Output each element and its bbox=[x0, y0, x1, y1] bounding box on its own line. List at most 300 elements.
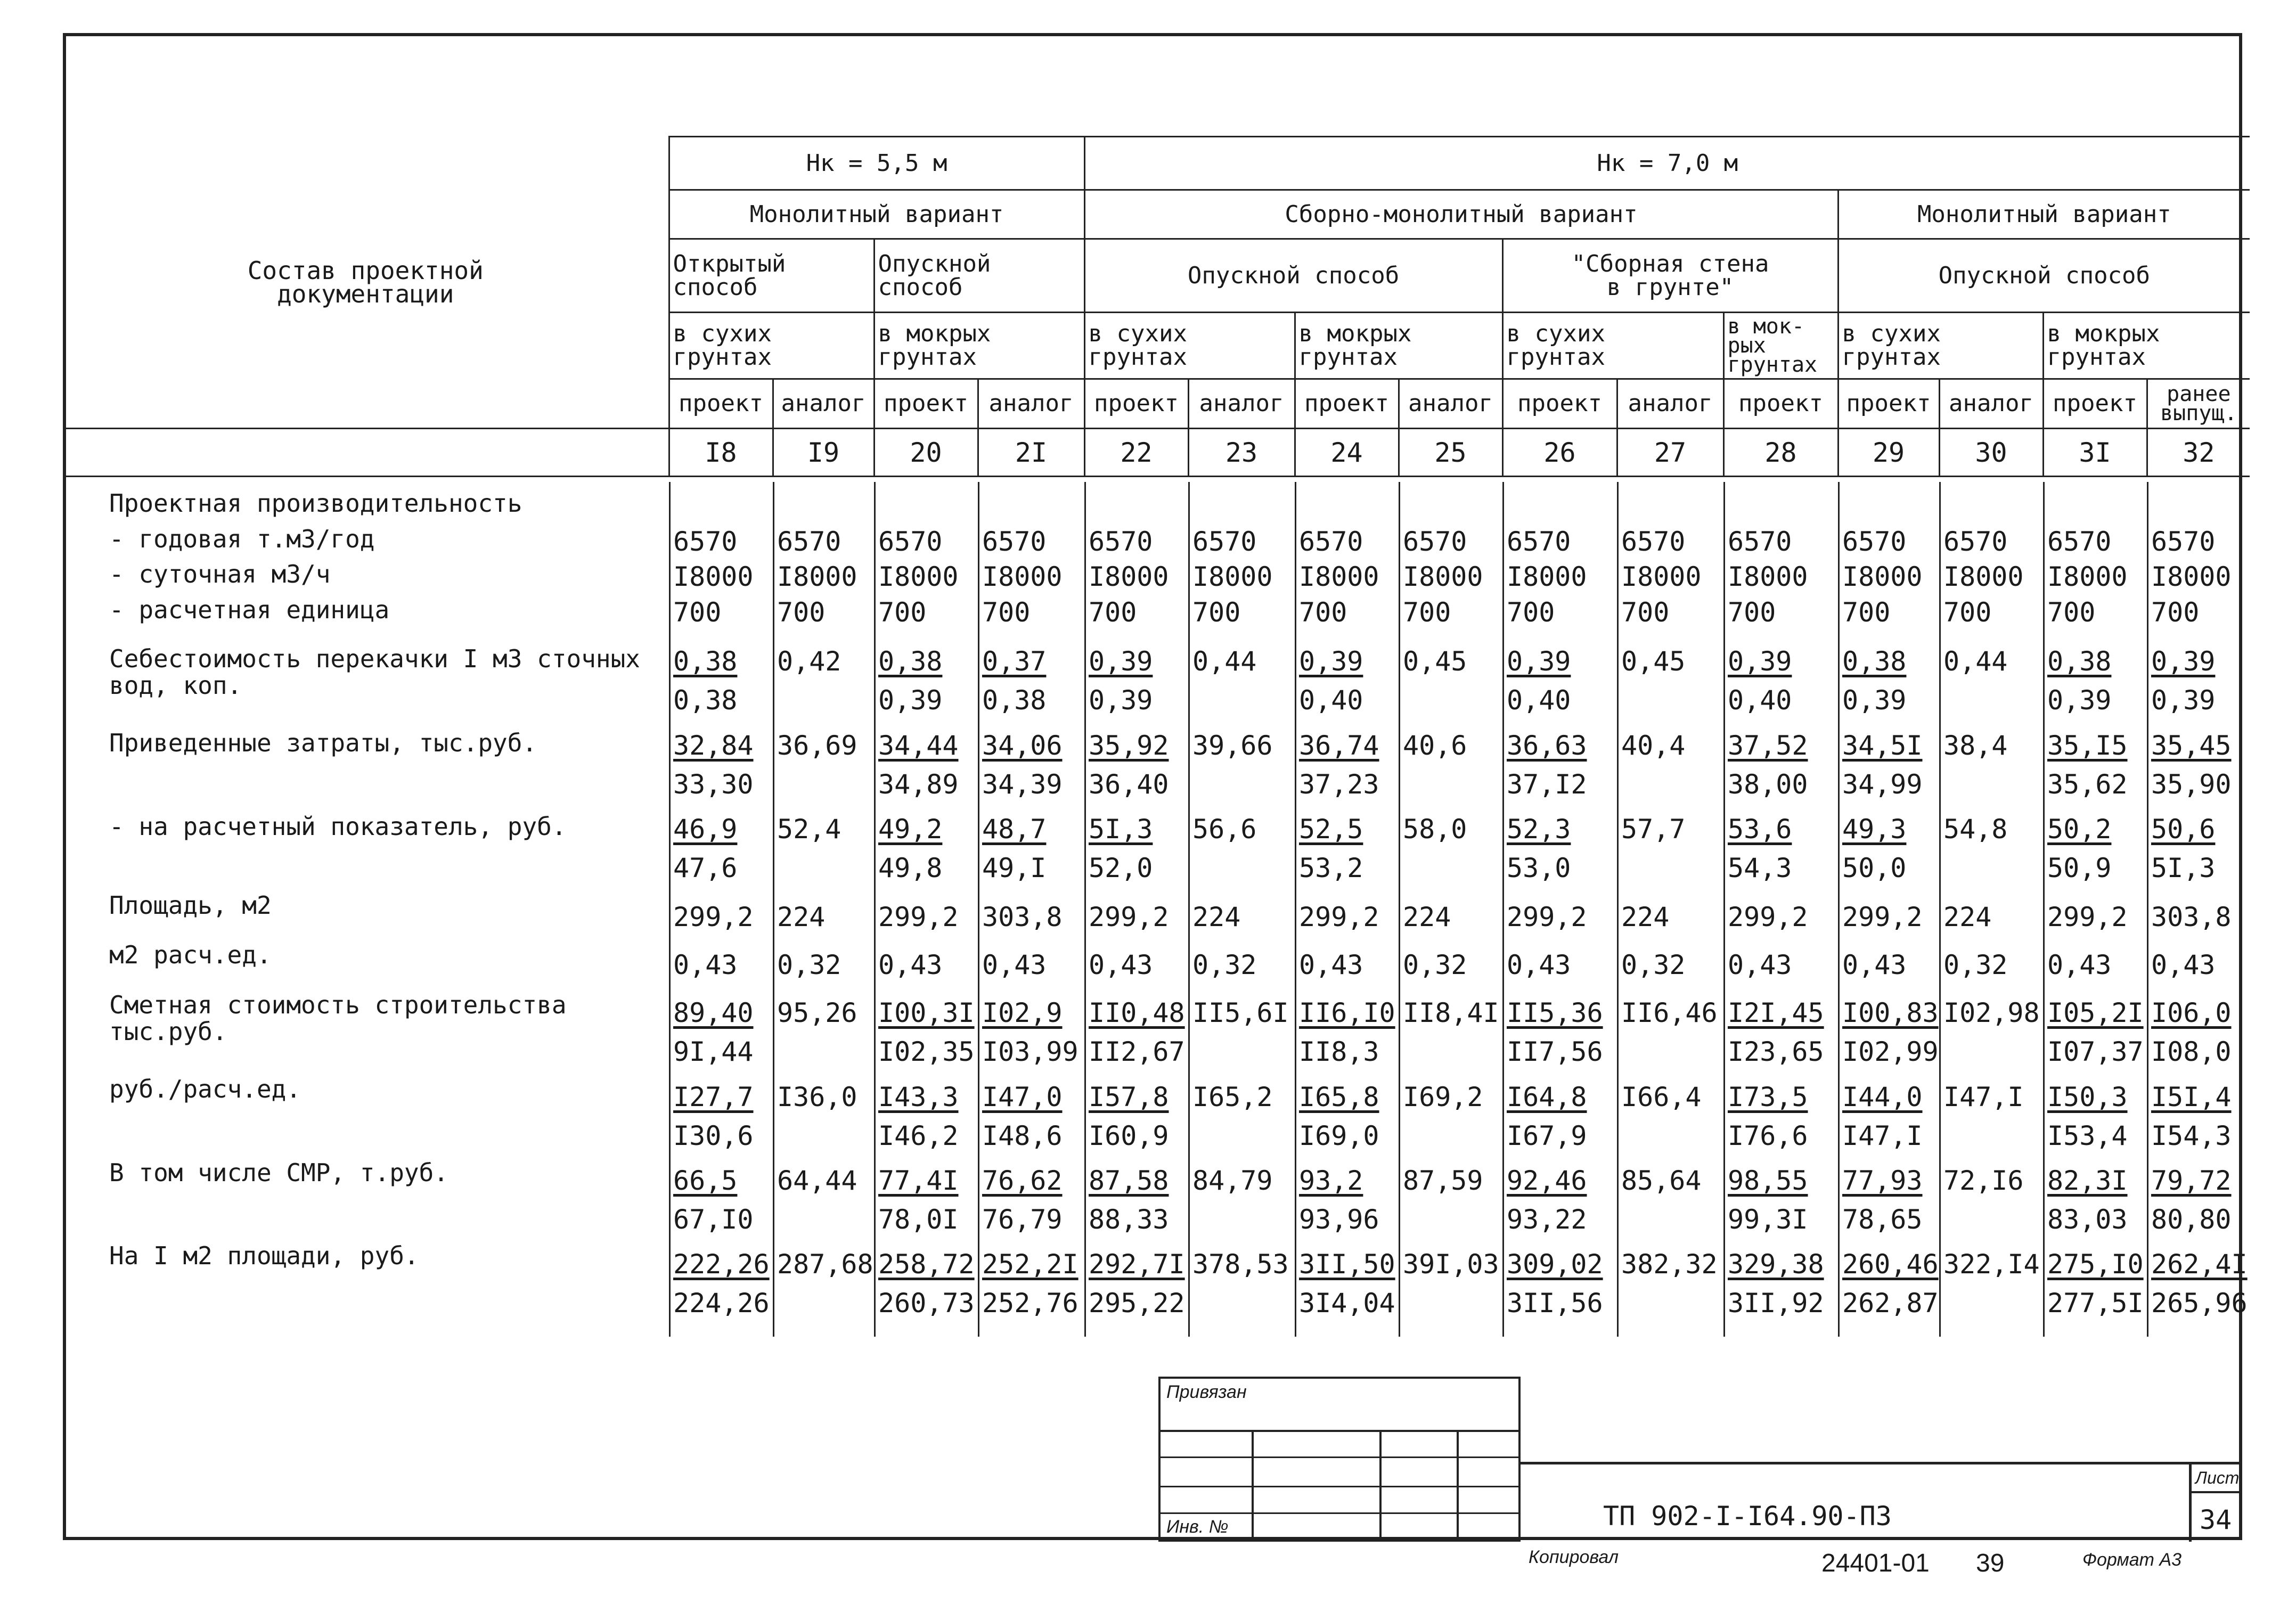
soil-wet-1: в мокрых грунтах bbox=[874, 313, 1084, 379]
col-number: 24 bbox=[1295, 429, 1399, 477]
value-cell: 0,45 bbox=[1403, 646, 1467, 677]
value-cell: 38,4 bbox=[1943, 730, 2008, 761]
col-number: 3I bbox=[2043, 429, 2147, 477]
value-cell: 0,38 bbox=[2047, 646, 2112, 677]
col-number: 25 bbox=[1399, 429, 1502, 477]
value-cell: 6570 bbox=[2047, 526, 2112, 557]
value-cell: 0,43 bbox=[1089, 950, 1153, 980]
value-cell: 0,43 bbox=[982, 950, 1047, 980]
value-cell-lower: 3I4,04 bbox=[1299, 1288, 1395, 1319]
value-cell: 6570 bbox=[2151, 526, 2216, 557]
value-cell: 299,2 bbox=[1842, 902, 1923, 932]
value-cell: 34,5I bbox=[1842, 730, 1923, 761]
value-cell: I8000 bbox=[1192, 561, 1273, 592]
value-cell: 6570 bbox=[878, 526, 943, 557]
value-cell: 6570 bbox=[1842, 526, 1907, 557]
value-cell: 378,53 bbox=[1192, 1249, 1289, 1280]
copied-label: Копировал bbox=[1529, 1547, 1619, 1567]
value-cell-lower: 0,40 bbox=[1507, 685, 1571, 716]
value-cell: 57,7 bbox=[1621, 814, 1686, 845]
value-cell: I36,0 bbox=[777, 1082, 857, 1112]
value-cell: 0,43 bbox=[1299, 950, 1363, 980]
value-cell: 224 bbox=[1943, 902, 1992, 932]
value-cell-lower: 0,40 bbox=[1728, 685, 1792, 716]
stamp-line bbox=[1158, 1456, 1521, 1458]
value-cell: I05,2I bbox=[2047, 997, 2144, 1028]
soil-dry-2: в сухих грунтах bbox=[1084, 313, 1295, 379]
method-sink-1: Опускной способ bbox=[874, 239, 1084, 313]
method-wall: "Сборная стена в грунте" bbox=[1502, 239, 1838, 313]
value-cell-lower: 35,62 bbox=[2047, 769, 2128, 800]
type-label: аналог bbox=[1188, 379, 1295, 429]
value-cell: 0,44 bbox=[1943, 646, 2008, 677]
value-cell: 0,32 bbox=[1621, 950, 1686, 980]
type-label: проект bbox=[1502, 379, 1617, 429]
value-cell: 58,0 bbox=[1403, 814, 1467, 845]
value-cell-lower: 34,39 bbox=[982, 769, 1063, 800]
variant-prefab: Сборно-монолитный вариант bbox=[1084, 190, 1838, 239]
value-cell: 50,6 bbox=[2151, 814, 2216, 845]
value-cell: 0,39 bbox=[1089, 646, 1153, 677]
value-cell: 224 bbox=[777, 902, 826, 932]
method-open: Открытый способ bbox=[669, 239, 874, 313]
value-cell: 0,43 bbox=[1842, 950, 1907, 980]
value-cell: I00,3I bbox=[878, 997, 975, 1028]
value-cell: II5,36 bbox=[1507, 997, 1603, 1028]
col-number: 32 bbox=[2147, 429, 2250, 477]
value-cell: 700 bbox=[777, 597, 826, 628]
value-cell: 0,43 bbox=[673, 950, 738, 980]
col-number: I9 bbox=[773, 429, 874, 477]
value-cell: 0,44 bbox=[1192, 646, 1257, 677]
value-cell-lower: I60,9 bbox=[1089, 1120, 1169, 1151]
type-label: ранее выпущ. bbox=[2147, 379, 2250, 429]
value-cell: 382,32 bbox=[1621, 1249, 1718, 1280]
type-label: аналог bbox=[978, 379, 1084, 429]
col-number: 20 bbox=[874, 429, 978, 477]
value-cell: 34,44 bbox=[878, 730, 959, 761]
value-cell-lower: 260,73 bbox=[878, 1288, 975, 1319]
param-unit: - расчетная единица bbox=[109, 595, 390, 624]
value-cell: 49,2 bbox=[878, 814, 943, 845]
value-cell-lower: 0,38 bbox=[982, 685, 1047, 716]
type-label: аналог bbox=[1399, 379, 1502, 429]
param-per-m2: На I м2 площади, руб. bbox=[109, 1241, 419, 1270]
value-cell: 299,2 bbox=[1507, 902, 1587, 932]
value-cell: 35,I5 bbox=[2047, 730, 2128, 761]
value-cell: 700 bbox=[1299, 597, 1347, 628]
value-cell-lower: 67,I0 bbox=[673, 1204, 754, 1235]
value-cell-lower: 295,22 bbox=[1089, 1288, 1185, 1319]
value-cell: 50,2 bbox=[2047, 814, 2112, 845]
value-cell-lower: 33,30 bbox=[673, 769, 754, 800]
value-cell: 56,6 bbox=[1192, 814, 1257, 845]
page-number: 39 bbox=[1976, 1549, 2005, 1577]
value-cell: 39I,03 bbox=[1403, 1249, 1499, 1280]
depth-70-header: Нк = 7,0 м bbox=[1084, 137, 2250, 190]
value-cell: 87,59 bbox=[1403, 1165, 1483, 1196]
value-cell: 92,46 bbox=[1507, 1165, 1587, 1196]
value-cell-lower: I67,9 bbox=[1507, 1120, 1587, 1151]
value-cell: I66,4 bbox=[1621, 1082, 1702, 1112]
value-cell: 32,84 bbox=[673, 730, 754, 761]
value-cell: 53,6 bbox=[1728, 814, 1792, 845]
col-number: I8 bbox=[669, 429, 773, 477]
value-cell-lower: II8,3 bbox=[1299, 1036, 1379, 1067]
value-cell: 0,32 bbox=[1403, 950, 1467, 980]
soil-dry-3: в сухих грунтах bbox=[1502, 313, 1723, 379]
param-estimate: Сметная стоимость строительства тыс.руб. bbox=[109, 991, 567, 1046]
value-cell: 6570 bbox=[1299, 526, 1363, 557]
value-cell-lower: I69,0 bbox=[1299, 1120, 1379, 1151]
value-cell-lower: 5I,3 bbox=[2151, 853, 2216, 883]
value-cell: I02,9 bbox=[982, 997, 1063, 1028]
col-number: 26 bbox=[1502, 429, 1617, 477]
value-cell: I8000 bbox=[673, 561, 754, 592]
value-cell-lower: 0,40 bbox=[1299, 685, 1363, 716]
value-cell: I65,2 bbox=[1192, 1082, 1273, 1112]
format-label: Формат А3 bbox=[2082, 1550, 2182, 1570]
column-line bbox=[773, 482, 774, 1337]
value-cell: 0,38 bbox=[878, 646, 943, 677]
column-line bbox=[1723, 482, 1725, 1337]
value-cell: 262,4I bbox=[2151, 1249, 2248, 1280]
value-cell: I2I,45 bbox=[1728, 997, 1824, 1028]
value-cell: 5I,3 bbox=[1089, 814, 1153, 845]
value-cell: 0,43 bbox=[1507, 950, 1571, 980]
value-cell-lower: 80,80 bbox=[2151, 1204, 2232, 1235]
depth-55-header: Нк = 5,5 м bbox=[669, 137, 1084, 190]
value-cell: 52,5 bbox=[1299, 814, 1363, 845]
value-cell: 98,55 bbox=[1728, 1165, 1808, 1196]
value-cell: 222,26 bbox=[673, 1249, 770, 1280]
value-cell: 89,40 bbox=[673, 997, 754, 1028]
type-label: проект bbox=[1295, 379, 1399, 429]
value-cell: 322,I4 bbox=[1943, 1249, 2040, 1280]
value-cell: I65,8 bbox=[1299, 1082, 1379, 1112]
value-cell: I8000 bbox=[982, 561, 1063, 592]
value-cell-lower: 0,39 bbox=[1842, 685, 1907, 716]
stamp-line bbox=[1521, 1462, 2242, 1464]
value-cell: II6,I0 bbox=[1299, 997, 1395, 1028]
value-cell: 329,38 bbox=[1728, 1249, 1824, 1280]
param-annual: - годовая т.м3/год bbox=[109, 525, 375, 553]
value-cell: 6570 bbox=[1403, 526, 1467, 557]
value-cell: I5I,4 bbox=[2151, 1082, 2232, 1112]
value-cell: I69,2 bbox=[1403, 1082, 1483, 1112]
value-cell: I27,7 bbox=[673, 1082, 754, 1112]
value-cell: 87,58 bbox=[1089, 1165, 1169, 1196]
sheet-label: Лист bbox=[2195, 1468, 2240, 1487]
stamp-line bbox=[1252, 1430, 1254, 1542]
value-cell: 275,I0 bbox=[2047, 1249, 2144, 1280]
value-cell: I8000 bbox=[1728, 561, 1808, 592]
header-table bbox=[63, 136, 2250, 477]
value-cell: 0,43 bbox=[878, 950, 943, 980]
value-cell: 299,2 bbox=[1299, 902, 1379, 932]
value-cell: 700 bbox=[2151, 597, 2200, 628]
value-cell: 700 bbox=[878, 597, 927, 628]
column-line bbox=[1399, 482, 1400, 1337]
value-cell: I02,98 bbox=[1943, 997, 2040, 1028]
stamp-tied: Привязан bbox=[1166, 1382, 1247, 1402]
value-cell: 35,45 bbox=[2151, 730, 2232, 761]
value-cell: I73,5 bbox=[1728, 1082, 1808, 1112]
value-cell-lower: 277,5I bbox=[2047, 1288, 2144, 1319]
row-label-header: Состав проектной документации bbox=[63, 137, 669, 429]
value-cell-lower: 47,6 bbox=[673, 853, 738, 883]
param-rub-unit: руб./расч.ед. bbox=[109, 1075, 301, 1103]
value-cell: 72,I6 bbox=[1943, 1165, 2024, 1196]
value-cell: 36,74 bbox=[1299, 730, 1379, 761]
value-cell: 64,44 bbox=[777, 1165, 857, 1196]
value-cell: I06,0 bbox=[2151, 997, 2232, 1028]
value-cell: 84,79 bbox=[1192, 1165, 1273, 1196]
value-cell: 36,63 bbox=[1507, 730, 1587, 761]
value-cell: 260,46 bbox=[1842, 1249, 1939, 1280]
value-cell: 6570 bbox=[1621, 526, 1686, 557]
value-cell: 85,64 bbox=[1621, 1165, 1702, 1196]
value-cell: 0,39 bbox=[1299, 646, 1363, 677]
column-line bbox=[1295, 482, 1296, 1337]
col-number: 2I bbox=[978, 429, 1084, 477]
value-cell: I8000 bbox=[1403, 561, 1483, 592]
value-cell-lower: 35,90 bbox=[2151, 769, 2232, 800]
value-cell: 700 bbox=[673, 597, 722, 628]
value-cell: II8,4I bbox=[1403, 997, 1499, 1028]
value-cell: I64,8 bbox=[1507, 1082, 1587, 1112]
type-label: проект bbox=[1838, 379, 1939, 429]
value-cell: 3II,50 bbox=[1299, 1249, 1395, 1280]
value-cell-lower: 49,I bbox=[982, 853, 1047, 883]
stamp-line bbox=[1457, 1430, 1459, 1542]
type-label: аналог bbox=[1617, 379, 1723, 429]
value-cell: 6570 bbox=[777, 526, 841, 557]
value-cell-lower: 224,26 bbox=[673, 1288, 770, 1319]
type-label: проект bbox=[669, 379, 773, 429]
value-cell: I50,3 bbox=[2047, 1082, 2128, 1112]
value-cell: 6570 bbox=[1089, 526, 1153, 557]
value-cell-lower: 76,79 bbox=[982, 1204, 1063, 1235]
value-cell-lower: I53,4 bbox=[2047, 1120, 2128, 1151]
value-cell: 52,4 bbox=[777, 814, 841, 845]
stamp-line bbox=[1158, 1486, 1521, 1487]
value-cell-lower: 93,96 bbox=[1299, 1204, 1379, 1235]
type-label: аналог bbox=[1939, 379, 2043, 429]
value-cell: 34,06 bbox=[982, 730, 1063, 761]
value-cell: 48,7 bbox=[982, 814, 1047, 845]
value-cell-lower: 50,0 bbox=[1842, 853, 1907, 883]
value-cell: 0,38 bbox=[673, 646, 738, 677]
value-cell-lower: 38,00 bbox=[1728, 769, 1808, 800]
column-line bbox=[1838, 482, 1840, 1337]
col-number: 30 bbox=[1939, 429, 2043, 477]
value-cell: I8000 bbox=[2047, 561, 2128, 592]
value-cell: I8000 bbox=[1842, 561, 1923, 592]
value-cell: 224 bbox=[1403, 902, 1451, 932]
value-cell-lower: 93,22 bbox=[1507, 1204, 1587, 1235]
value-cell: 36,69 bbox=[777, 730, 857, 761]
value-cell: 252,2I bbox=[982, 1249, 1078, 1280]
value-cell: 0,32 bbox=[777, 950, 841, 980]
value-cell-lower: 36,40 bbox=[1089, 769, 1169, 800]
value-cell: 49,3 bbox=[1842, 814, 1907, 845]
value-cell: 0,32 bbox=[1943, 950, 2008, 980]
value-cell: 79,72 bbox=[2151, 1165, 2232, 1196]
soil-dry-1: в сухих грунтах bbox=[669, 313, 874, 379]
value-cell: 0,39 bbox=[1507, 646, 1571, 677]
value-cell-lower: 252,76 bbox=[982, 1288, 1078, 1319]
col-number: 28 bbox=[1723, 429, 1838, 477]
value-cell-lower: I76,6 bbox=[1728, 1120, 1808, 1151]
value-cell-lower: 262,87 bbox=[1842, 1288, 1939, 1319]
value-cell: II0,48 bbox=[1089, 997, 1185, 1028]
value-cell: 54,8 bbox=[1943, 814, 2008, 845]
col-number: 23 bbox=[1188, 429, 1295, 477]
value-cell: 82,3I bbox=[2047, 1165, 2128, 1196]
param-reduced-costs: Приведенные затраты, тыс.руб. bbox=[109, 729, 537, 757]
value-cell: 6570 bbox=[982, 526, 1047, 557]
stamp-line bbox=[1158, 1512, 1521, 1514]
value-cell: 0,45 bbox=[1621, 646, 1686, 677]
column-line bbox=[874, 482, 876, 1337]
type-label: аналог bbox=[773, 379, 874, 429]
row-label-blank bbox=[63, 429, 669, 477]
value-cell: I8000 bbox=[2151, 561, 2232, 592]
col-number: 29 bbox=[1838, 429, 1939, 477]
soil-wet-3: в мок- рых грунтах bbox=[1723, 313, 1838, 379]
value-cell: 303,8 bbox=[982, 902, 1063, 932]
value-cell: 35,92 bbox=[1089, 730, 1169, 761]
col-number: 27 bbox=[1617, 429, 1723, 477]
value-cell: I43,3 bbox=[878, 1082, 959, 1112]
value-cell: 6570 bbox=[1943, 526, 2008, 557]
type-label: проект bbox=[2043, 379, 2147, 429]
param-smr: В том числе СМР, т.руб. bbox=[109, 1158, 448, 1187]
value-cell-lower: I02,99 bbox=[1842, 1036, 1939, 1067]
value-cell: II6,46 bbox=[1621, 997, 1718, 1028]
value-cell-lower: 0,39 bbox=[878, 685, 943, 716]
value-cell: 6570 bbox=[673, 526, 738, 557]
value-cell-lower: 37,I2 bbox=[1507, 769, 1587, 800]
column-line bbox=[1188, 482, 1190, 1337]
value-cell-lower: 83,03 bbox=[2047, 1204, 2128, 1235]
value-cell: 224 bbox=[1192, 902, 1241, 932]
value-cell-lower: 0,39 bbox=[1089, 685, 1153, 716]
param-area: Площадь, м2 bbox=[109, 891, 272, 920]
value-cell: 700 bbox=[1089, 597, 1137, 628]
value-cell: 700 bbox=[1728, 597, 1776, 628]
value-cell: 6570 bbox=[1728, 526, 1792, 557]
value-cell: 0,38 bbox=[1842, 646, 1907, 677]
type-label: проект bbox=[1084, 379, 1188, 429]
value-cell: 0,43 bbox=[2047, 950, 2112, 980]
value-cell-lower: I03,99 bbox=[982, 1036, 1078, 1067]
value-cell: 95,26 bbox=[777, 997, 857, 1028]
value-cell: 6570 bbox=[1507, 526, 1571, 557]
column-line bbox=[2043, 482, 2045, 1337]
value-cell-lower: II7,56 bbox=[1507, 1036, 1603, 1067]
value-cell: 46,9 bbox=[673, 814, 738, 845]
value-cell: 77,93 bbox=[1842, 1165, 1923, 1196]
value-cell: 52,3 bbox=[1507, 814, 1571, 845]
value-cell-lower: 88,33 bbox=[1089, 1204, 1169, 1235]
value-cell: 0,39 bbox=[1728, 646, 1792, 677]
value-cell: 0,37 bbox=[982, 646, 1047, 677]
value-cell-lower: 78,0I bbox=[878, 1204, 959, 1235]
value-cell-lower: 3II,92 bbox=[1728, 1288, 1824, 1319]
value-cell: 287,68 bbox=[777, 1249, 873, 1280]
type-label: проект bbox=[874, 379, 978, 429]
archive-number: 24401-01 bbox=[1821, 1549, 1930, 1577]
value-cell-lower: 53,0 bbox=[1507, 853, 1571, 883]
value-cell-lower: I07,37 bbox=[2047, 1036, 2144, 1067]
value-cell-lower: 34,99 bbox=[1842, 769, 1923, 800]
value-cell-lower: I08,0 bbox=[2151, 1036, 2232, 1067]
column-line bbox=[1084, 482, 1086, 1337]
value-cell: 66,5 bbox=[673, 1165, 738, 1196]
doc-code: ТП 902-I-I64.90-ПЗ bbox=[1603, 1501, 1892, 1532]
value-cell: 77,4I bbox=[878, 1165, 959, 1196]
value-cell-lower: 37,23 bbox=[1299, 769, 1379, 800]
value-cell: 299,2 bbox=[878, 902, 959, 932]
value-cell: 0,43 bbox=[2151, 950, 2216, 980]
value-cell-lower: I46,2 bbox=[878, 1120, 959, 1151]
value-cell: I8000 bbox=[1507, 561, 1587, 592]
value-cell: 93,2 bbox=[1299, 1165, 1363, 1196]
value-cell: 0,39 bbox=[2151, 646, 2216, 677]
param-per-unit: - на расчетный показатель, руб. bbox=[109, 812, 567, 841]
value-cell: 700 bbox=[1842, 597, 1891, 628]
value-cell: 299,2 bbox=[2047, 902, 2128, 932]
value-cell-lower: 0,39 bbox=[2047, 685, 2112, 716]
value-cell: 76,62 bbox=[982, 1165, 1063, 1196]
value-cell: 700 bbox=[1943, 597, 1992, 628]
column-line bbox=[1502, 482, 1504, 1337]
stamp-line bbox=[2189, 1491, 2242, 1493]
column-line bbox=[1939, 482, 1941, 1337]
value-cell-lower: II2,67 bbox=[1089, 1036, 1185, 1067]
value-cell: 299,2 bbox=[1728, 902, 1808, 932]
value-cell-lower: 0,38 bbox=[673, 685, 738, 716]
value-cell: 299,2 bbox=[1089, 902, 1169, 932]
value-cell: I47,I bbox=[1943, 1082, 2024, 1112]
variant-mono-2: Монолитный вариант bbox=[1838, 190, 2250, 239]
param-daily: - суточная м3/ч bbox=[109, 560, 331, 588]
value-cell: I8000 bbox=[878, 561, 959, 592]
value-cell: 40,6 bbox=[1403, 730, 1467, 761]
value-cell: 224 bbox=[1621, 902, 1670, 932]
value-cell: 700 bbox=[2047, 597, 2096, 628]
value-cell-lower: 54,3 bbox=[1728, 853, 1792, 883]
soil-wet-4: в мокрых грунтах bbox=[2043, 313, 2250, 379]
value-cell-lower: 0,39 bbox=[2151, 685, 2216, 716]
value-cell: II5,6I bbox=[1192, 997, 1289, 1028]
value-cell-lower: I48,6 bbox=[982, 1120, 1063, 1151]
value-cell: I8000 bbox=[1089, 561, 1169, 592]
value-cell: 700 bbox=[1403, 597, 1451, 628]
value-cell: 292,7I bbox=[1089, 1249, 1185, 1280]
value-cell-lower: 265,96 bbox=[2151, 1288, 2248, 1319]
column-line bbox=[2147, 482, 2148, 1337]
stamp-line bbox=[1379, 1430, 1382, 1542]
column-line bbox=[978, 482, 979, 1337]
value-cell: 299,2 bbox=[673, 902, 754, 932]
value-cell: I00,83 bbox=[1842, 997, 1939, 1028]
value-cell-lower: I30,6 bbox=[673, 1120, 754, 1151]
value-cell: I47,0 bbox=[982, 1082, 1063, 1112]
value-cell: 303,8 bbox=[2151, 902, 2232, 932]
